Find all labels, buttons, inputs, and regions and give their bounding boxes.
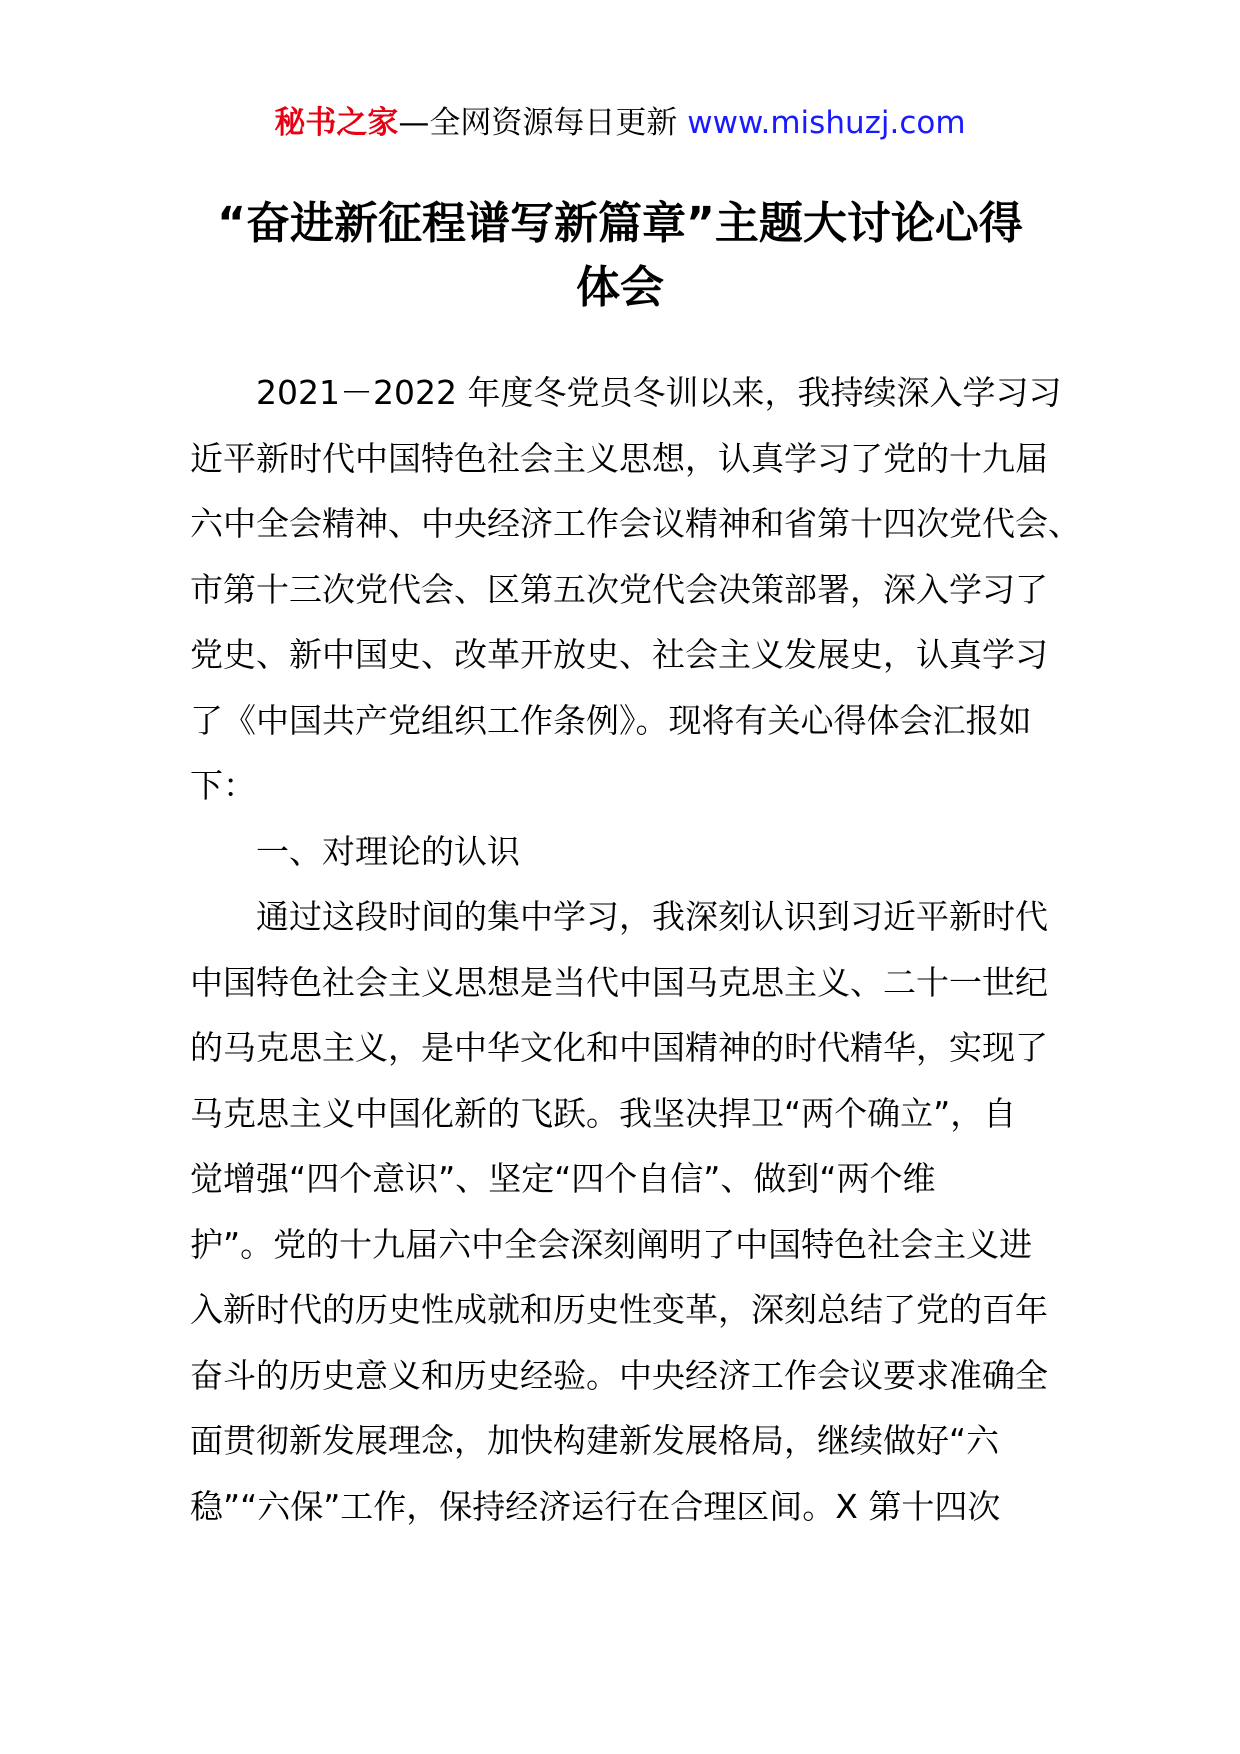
body-line: 下： [190,766,256,805]
body-line: 奋斗的历史意义和历史经验。中央经济工作会议要求准确全 [190,1355,1048,1395]
body-line: 的马克思主义，是中华文化和中国精神的时代精华，实现了 [190,1028,1048,1067]
body-line: 近平新时代中国特色社会主义思想，认真学习了党的十九届 [190,438,1048,478]
body-line: 觉增强“四个意识”、坚定“四个自信”、做到“两个维 [190,1159,936,1198]
body-line: 护”。党的十九届六中全会深刻阐明了中国特色社会主义进 [190,1224,1033,1264]
title-line: 体会 [576,262,664,313]
body-line: 中国特色社会主义思想是当代中国马克思主义、二十一世纪 [190,962,1048,1002]
body-line: 党史、新中国史、改革开放史、社会主义发展史，认真学习 [190,635,1048,674]
body-line: 面贯彻新发展理念，加快构建新发展格局，继续做好“六 [190,1421,1000,1460]
section-heading: 一、对理论的认识 [256,831,520,871]
body-line: 了《中国共产党组织工作条例》。现将有关心得体会汇报如 [190,700,1032,740]
body-line: 马克思主义中国化新的飞跃。我坚决捍卫“两个确立”，自 [190,1093,1017,1133]
brand-name: 秘书之家 [274,105,399,141]
body-line: 通过这段时间的集中学习，我深刻认识到习近平新时代 [256,897,1048,936]
body-line: 市第十三次党代会、区第五次党代会决策部署，深入学习了 [190,569,1048,609]
body-line: 入新时代的历史性成就和历史性变革，深刻总结了党的百年 [190,1290,1048,1329]
site-url-link[interactable]: www.mishuzj.com [687,105,966,141]
body-line: 稳”“六保”工作，保持经济运行在合理区间。X 第十四次 [190,1486,1001,1526]
body-line: 六中全会精神、中央经济工作会议精神和省第十四次党代会、 [190,504,1081,543]
title-line: “奋进新征程谱写新篇章”主题大讨论心得 [217,198,1023,249]
document-title [190,192,1050,320]
document-body [190,360,1081,1539]
site-header [0,100,1240,146]
header-tagline: —全网资源每日更新 [398,105,678,141]
body-line: 2021－2022 年度冬党员冬训以来，我持续深入学习习 [256,373,1062,412]
